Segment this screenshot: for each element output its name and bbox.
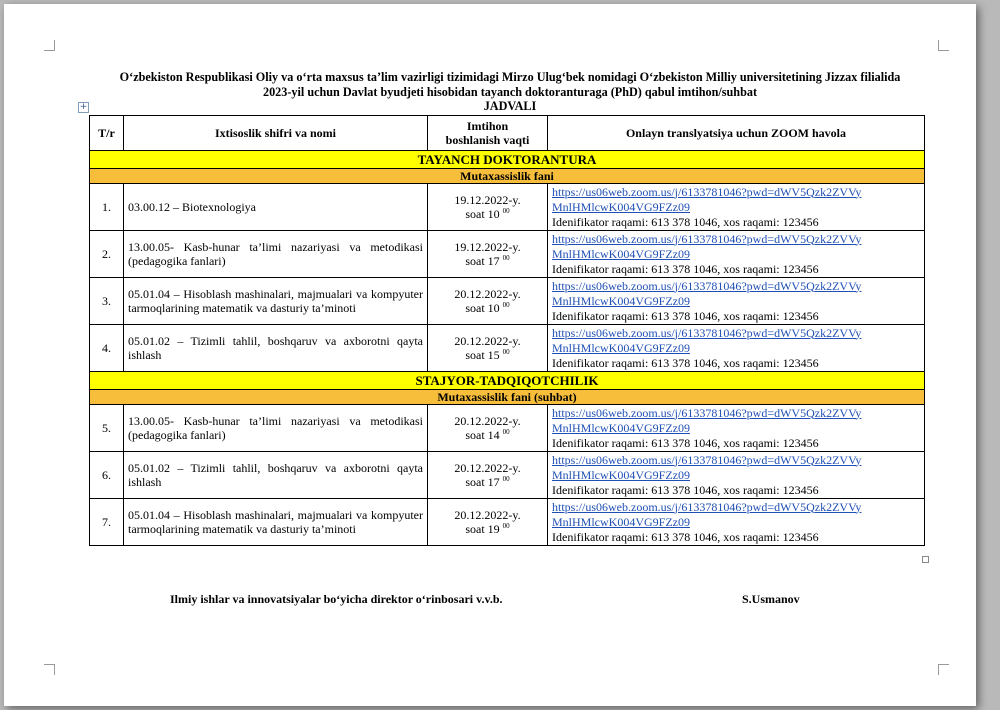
document-page <box>4 4 976 706</box>
column-header-date-line-1: Imtihon <box>466 119 509 133</box>
margin-corner-mark <box>44 664 55 675</box>
table-row <box>90 278 925 325</box>
zoom-cell <box>548 184 925 231</box>
meeting-identifier: Idenifikator raqami: 613 378 1046, xos raqami: 123456 <box>552 482 819 497</box>
zoom-link[interactable] <box>552 326 920 356</box>
table-header-row <box>90 116 925 151</box>
zoom-link[interactable] <box>552 232 920 262</box>
exam-time-minutes: 00 <box>502 475 510 483</box>
column-header-date <box>428 116 548 151</box>
exam-time-minutes: 00 <box>502 348 510 356</box>
row-number: 1. <box>90 184 124 231</box>
exam-time-minutes: 00 <box>502 428 510 436</box>
exam-time-hour: soat 17 <box>465 254 500 268</box>
signatory-position: Ilmiy ishlar va innovatsiyalar bo‘yicha direktor o‘rinbosari v.v.b. <box>170 592 503 606</box>
zoom-link-line-1[interactable]: https://us06web.zoom.us/j/6133781046?pwd=dWV5Qzk2ZVVy <box>552 499 862 514</box>
table-row <box>90 231 925 278</box>
zoom-link-line-1[interactable]: https://us06web.zoom.us/j/6133781046?pwd=dWV5Qzk2ZVVy <box>552 184 862 199</box>
meeting-identifier: Idenifikator raqami: 613 378 1046, xos raqami: 123456 <box>552 529 819 544</box>
exam-time-hour: soat 10 <box>465 207 500 221</box>
meeting-identifier: Idenifikator raqami: 613 378 1046, xos raqami: 123456 <box>552 261 819 276</box>
zoom-link-line-1[interactable]: https://us06web.zoom.us/j/6133781046?pwd=dWV5Qzk2ZVVy <box>552 452 862 467</box>
zoom-link[interactable] <box>552 279 920 309</box>
exam-time-minutes: 00 <box>502 522 510 530</box>
specialty-cell: 13.00.05- Kasb-hunar ta’limi nazariyasi va metodikasi (pedagogika fanlari) <box>124 231 428 278</box>
exam-time-minutes: 00 <box>502 207 510 215</box>
exam-time-hour: soat 14 <box>465 428 500 442</box>
meeting-identifier: Idenifikator raqami: 613 378 1046, xos raqami: 123456 <box>552 435 819 450</box>
table-row <box>90 184 925 231</box>
subsection-row <box>90 169 925 184</box>
zoom-cell <box>548 278 925 325</box>
row-number: 5. <box>90 405 124 452</box>
exam-date: 20.12.2022-y. <box>454 461 521 475</box>
meeting-identifier: Idenifikator raqami: 613 378 1046, xos raqami: 123456 <box>552 355 819 370</box>
column-header-zoom: Onlayn translyatsiya uchun ZOOM havola <box>548 116 925 151</box>
zoom-link[interactable] <box>552 185 920 215</box>
exam-time-hour: soat 17 <box>465 475 500 489</box>
title-line-2: 2023-yil uchun Davlat byudjeti hisobidan tayanch doktoranturaga (PhD) qabul imtihon/suhbat <box>262 84 758 99</box>
zoom-cell <box>548 405 925 452</box>
exam-time <box>432 254 543 268</box>
meeting-identifier: Idenifikator raqami: 613 378 1046, xos raqami: 123456 <box>552 214 819 229</box>
column-header-date-line-2: boshlanish vaqti <box>445 133 530 147</box>
exam-time <box>432 475 543 489</box>
specialty-cell: 05.01.02 – Tizimli tahlil, boshqaruv va axborotni qayta ishlash <box>124 452 428 499</box>
section-title: TAYANCH DOKTORANTURA <box>90 151 925 169</box>
exam-time-minutes: 00 <box>502 301 510 309</box>
meeting-identifier: Idenifikator raqami: 613 378 1046, xos raqami: 123456 <box>552 308 819 323</box>
subsection-row <box>90 390 925 405</box>
exam-time <box>432 301 543 315</box>
exam-date: 20.12.2022-y. <box>454 508 521 522</box>
exam-time-cell <box>428 278 548 325</box>
zoom-link-line-1[interactable]: https://us06web.zoom.us/j/6133781046?pwd=dWV5Qzk2ZVVy <box>552 325 862 340</box>
exam-time-hour: soat 15 <box>465 348 500 362</box>
exam-date: 19.12.2022-y. <box>454 240 521 254</box>
margin-corner-mark <box>938 664 949 675</box>
exam-date: 20.12.2022-y. <box>454 414 521 428</box>
row-number: 3. <box>90 278 124 325</box>
margin-corner-mark <box>44 40 55 51</box>
exam-date: 20.12.2022-y. <box>454 287 521 301</box>
zoom-link[interactable] <box>552 453 920 483</box>
zoom-cell <box>548 231 925 278</box>
zoom-link-line-1[interactable]: https://us06web.zoom.us/j/6133781046?pwd=dWV5Qzk2ZVVy <box>552 278 862 293</box>
zoom-link-line-1[interactable]: https://us06web.zoom.us/j/6133781046?pwd=dWV5Qzk2ZVVy <box>552 405 862 420</box>
exam-time-cell <box>428 452 548 499</box>
section-row <box>90 372 925 390</box>
subsection-title: Mutaxassislik fani <box>90 169 925 184</box>
column-header-num: T/r <box>90 116 124 151</box>
specialty-cell: 05.01.04 – Hisoblash mashinalari, majmualari va kompyuter tarmoqlarining matematik va dasturiy ta’minoti <box>124 278 428 325</box>
table-move-handle-icon[interactable]: + <box>79 102 88 112</box>
zoom-link-line-2[interactable]: MnlHMlcwK004VG9FZz09 <box>552 467 690 482</box>
zoom-link[interactable] <box>552 406 920 436</box>
exam-time-cell <box>428 405 548 452</box>
exam-time <box>432 348 543 362</box>
exam-time-cell <box>428 184 548 231</box>
margin-corner-mark <box>938 40 949 51</box>
zoom-link[interactable] <box>552 500 920 530</box>
exam-date: 20.12.2022-y. <box>454 334 521 348</box>
zoom-cell <box>548 499 925 546</box>
zoom-link-line-2[interactable]: MnlHMlcwK004VG9FZz09 <box>552 420 690 435</box>
subsection-title: Mutaxassislik fani (suhbat) <box>90 390 925 405</box>
zoom-link-line-2[interactable]: MnlHMlcwK004VG9FZz09 <box>552 340 690 355</box>
zoom-link-line-2[interactable]: MnlHMlcwK004VG9FZz09 <box>552 514 690 529</box>
zoom-link-line-2[interactable]: MnlHMlcwK004VG9FZz09 <box>552 199 690 214</box>
exam-time-cell <box>428 499 548 546</box>
section-row <box>90 151 925 169</box>
zoom-cell <box>548 452 925 499</box>
title-line-1: O‘zbekiston Respublikasi Oliy va o‘rta maxsus ta’lim vazirligi tizimidagi Mirzo Ulug‘bek nomidagi O‘zbekiston Milliy universitetining Jizzax filialida <box>119 70 901 84</box>
signatory-name: S.Usmanov <box>742 592 800 606</box>
exam-time-cell <box>428 231 548 278</box>
zoom-link-line-2[interactable]: MnlHMlcwK004VG9FZz09 <box>552 246 690 261</box>
exam-time-hour: soat 19 <box>465 522 500 536</box>
exam-time-hour: soat 10 <box>465 301 500 315</box>
section-title: STAJYOR-TADQIQOTCHILIK <box>90 372 925 390</box>
table-row <box>90 499 925 546</box>
exam-time <box>432 207 543 221</box>
table-row <box>90 325 925 372</box>
table-row <box>90 405 925 452</box>
specialty-cell: 03.00.12 – Biotexnologiya <box>124 184 428 231</box>
exam-time <box>432 428 543 442</box>
table-resize-handle[interactable] <box>922 556 929 563</box>
specialty-cell: 05.01.02 – Tizimli tahlil, boshqaruv va axborotni qayta ishlash <box>124 325 428 372</box>
zoom-link-line-2[interactable]: MnlHMlcwK004VG9FZz09 <box>552 293 690 308</box>
row-number: 7. <box>90 499 124 546</box>
specialty-cell: 05.01.04 – Hisoblash mashinalari, majmualari va kompyuter tarmoqlarining matematik va dasturiy ta’minoti <box>124 499 428 546</box>
exam-time-cell <box>428 325 548 372</box>
row-number: 4. <box>90 325 124 372</box>
exam-time-minutes: 00 <box>502 254 510 262</box>
zoom-link-line-1[interactable]: https://us06web.zoom.us/j/6133781046?pwd=dWV5Qzk2ZVVy <box>552 231 862 246</box>
title-line-3: JADVALI <box>483 99 537 113</box>
specialty-cell: 13.00.05- Kasb-hunar ta’limi nazariyasi va metodikasi (pedagogika fanlari) <box>124 405 428 452</box>
column-header-spec: Ixtisoslik shifri va nomi <box>124 116 428 151</box>
zoom-cell <box>548 325 925 372</box>
exam-schedule-table <box>89 115 925 546</box>
document-title <box>54 70 966 114</box>
exam-time <box>432 522 543 536</box>
row-number: 6. <box>90 452 124 499</box>
row-number: 2. <box>90 231 124 278</box>
exam-date: 19.12.2022-y. <box>454 193 521 207</box>
table-row <box>90 452 925 499</box>
